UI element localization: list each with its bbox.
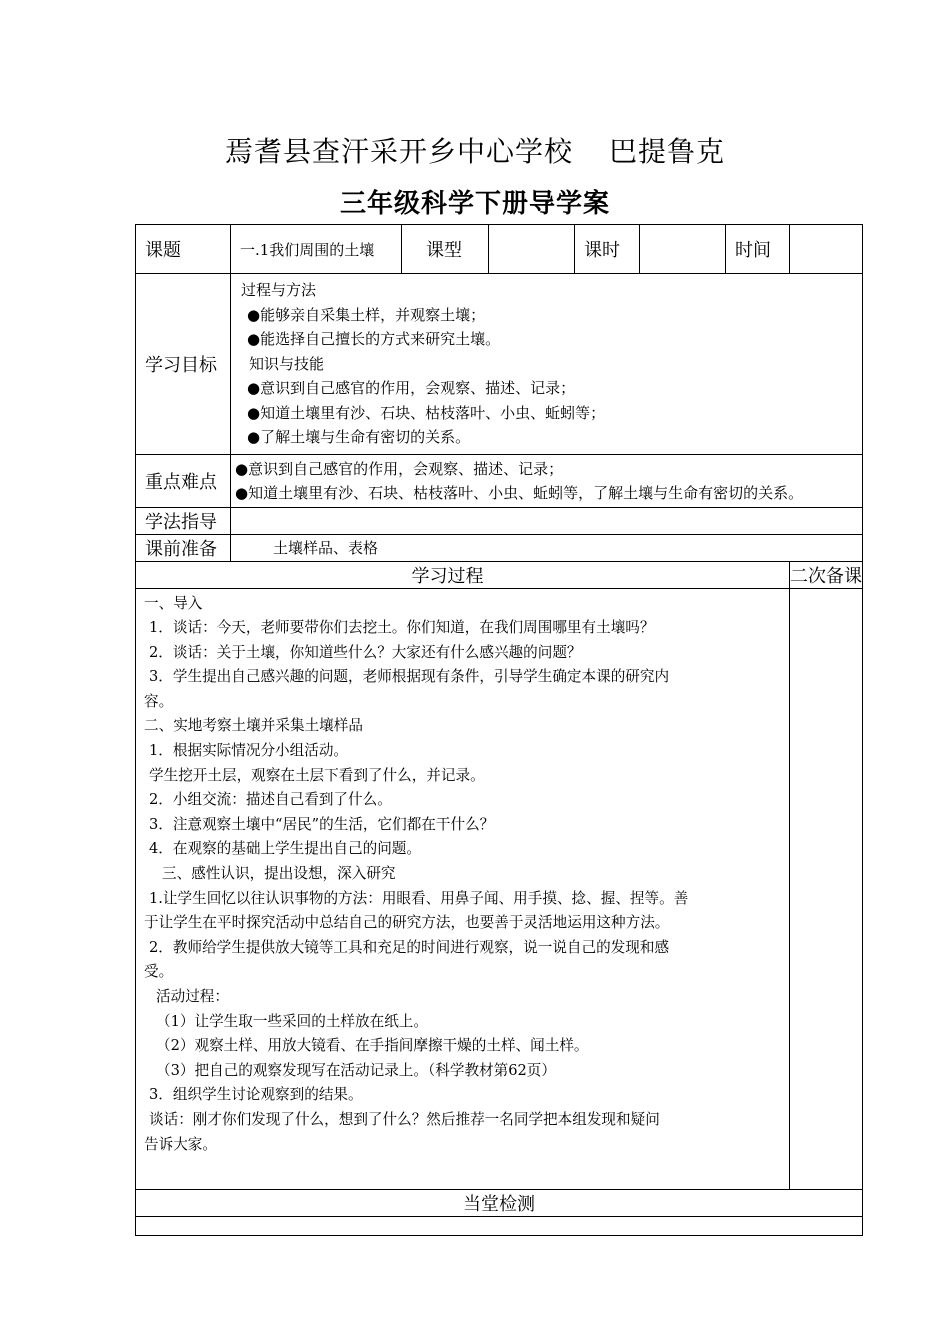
- process-line: （3）把自己的观察发现写在活动记录上。（科学教材第62页）: [156, 1061, 556, 1079]
- type-value: [489, 225, 575, 274]
- key-point-item: ●意识到自己感官的作用，会观察、描述、记录；: [235, 459, 564, 478]
- process-line: 活动过程：: [156, 988, 229, 1005]
- goal-item: ●知道土壤里有沙、石块、枯枝落叶、小虫、蚯蚓等；: [247, 403, 606, 422]
- key-point-item: ●知道土壤里有沙、石块、枯枝落叶、小虫、蚯蚓等，了解土壤与生命有密切的关系。: [235, 483, 804, 502]
- process-line: 三、感性认识，提出设想，深入研究: [162, 865, 396, 883]
- prep-value: 土壤样品、表格: [231, 534, 863, 561]
- process-line: 告诉大家。: [144, 1135, 217, 1153]
- goal-item: ●能够亲自采集土样，并观察土壤；: [247, 305, 486, 324]
- process-line: 受。: [144, 963, 174, 981]
- process-line: 一、导入: [144, 594, 203, 612]
- check-heading-row: [136, 1189, 863, 1216]
- process-line: 2．小组交流：描述自己看到了什么。: [149, 791, 392, 809]
- process-line: （2）观察土样、用放大镜看、在手指间摩擦干燥的土样、闻土样。: [156, 1037, 589, 1055]
- time-label: 时间: [726, 225, 790, 274]
- check-heading: 当堂检测: [136, 1189, 863, 1216]
- hours-label: 课时: [575, 225, 640, 274]
- method-value: [231, 507, 863, 534]
- process-line: （1）让学生取一些采回的土样放在纸上。: [156, 1012, 428, 1030]
- process-line: 谈话：刚才你们发现了什么，想到了什么？然后推荐一名同学把本组发现和疑问: [149, 1110, 660, 1128]
- process-line: 1．根据实际情况分小组活动。: [149, 742, 349, 760]
- process-line: 2．教师给学生提供放大镜等工具和充足的时间进行观察，说一说自己的发现和感: [149, 938, 670, 956]
- second-prep-heading: 二次备课: [790, 561, 863, 588]
- process-line: 学生挖开土层，观察在土层下看到了什么，并记录。: [149, 766, 485, 784]
- document-title: 三年级科学下册导学案: [339, 189, 610, 219]
- process-line: 3．组织学生讨论观察到的结果。: [149, 1086, 363, 1104]
- process-line: 1．谈话：今天，老师要带你们去挖土。你们知道，在我们周围哪里有土壤吗？: [149, 619, 655, 637]
- info-row: [136, 225, 863, 274]
- teacher-name: 巴提鲁克: [609, 135, 726, 168]
- lesson-plan-table: [135, 224, 863, 1236]
- key-points-row: [136, 454, 863, 507]
- process-line: 容。: [144, 692, 174, 710]
- topic-value: 一.1我们周围的土壤: [231, 225, 402, 274]
- process-line: 4．在观察的基础上学生提出自己的问题。: [149, 840, 421, 858]
- process-heading-row: [136, 561, 863, 588]
- check-content: [136, 1216, 863, 1235]
- second-prep-content: [790, 588, 863, 1189]
- goals-row: [136, 274, 863, 455]
- process-line: 2．谈话：关于土壤，你知道些什么？大家还有什么感兴趣的问题？: [149, 643, 582, 661]
- process-line: 3．注意观察土壤中“居民”的生活，它们都在干什么？: [149, 815, 495, 833]
- school-header: [0, 130, 950, 170]
- goals-content: [231, 274, 863, 455]
- method-row: [136, 507, 863, 534]
- goal-item: ●意识到自己感官的作用，会观察、描述、记录；: [247, 379, 576, 397]
- key-points-content: [231, 454, 863, 507]
- key-points-label: 重点难点: [136, 454, 231, 507]
- process-heading: 学习过程: [136, 561, 790, 588]
- goals-label: 学习目标: [136, 274, 231, 455]
- process-line: 二、实地考察土壤并采集土壤样品: [144, 717, 363, 735]
- prep-row: [136, 534, 863, 561]
- type-label: 课型: [402, 225, 489, 274]
- school-name: 焉耆县查汗采开乡中心学校: [224, 135, 573, 168]
- process-line: 于让学生在平时探究活动中总结自己的研究方法，也要善于灵活地运用这种方法。: [144, 914, 670, 932]
- process-line: 3．学生提出自己感兴趣的问题，老师根据现有条件，引导学生确定本课的研究内: [149, 668, 670, 686]
- hours-value: [640, 225, 726, 274]
- process-row: [136, 588, 863, 1189]
- process-content: [136, 588, 790, 1189]
- goal-item: ●了解土壤与生命有密切的关系。: [247, 428, 471, 446]
- check-row: [136, 1216, 863, 1235]
- goal-item: ●能选择自己擅长的方式来研究土壤。: [247, 330, 501, 348]
- prep-label: 课前准备: [136, 534, 231, 561]
- time-value: [790, 225, 863, 274]
- process-line: 1.让学生回忆以往认识事物的方法：用眼看、用鼻子闻、用手摸、捻、握、捏等。善: [149, 889, 689, 907]
- goals-section-knowledge: 知识与技能: [249, 354, 325, 373]
- topic-label: 课题: [136, 225, 231, 274]
- method-label: 学法指导: [136, 507, 231, 534]
- goals-section-process: 过程与方法: [241, 281, 317, 299]
